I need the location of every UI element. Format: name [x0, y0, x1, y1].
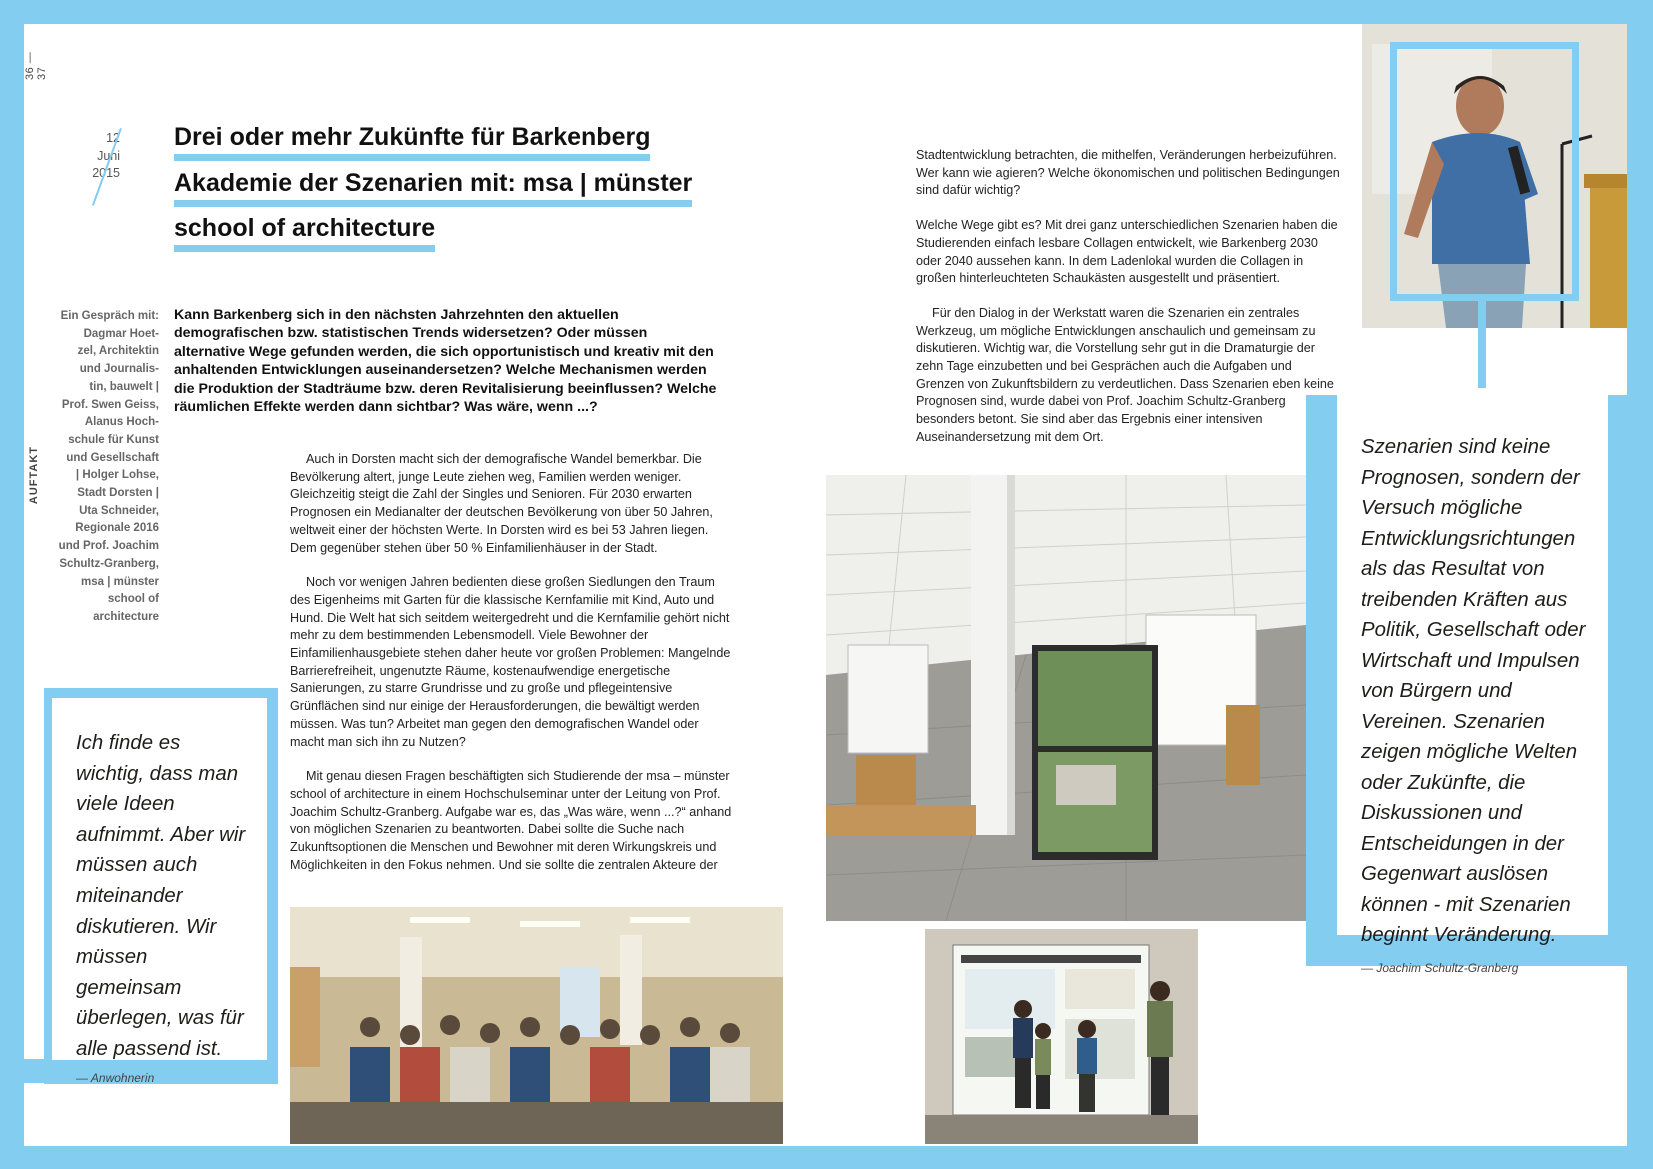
date-day: 12 [106, 131, 120, 145]
interview-participants [58, 308, 159, 627]
body-paragraph: Welche Wege gibt es? Mit drei ganz unterschiedlichen Szenarien haben die Studierenden einfach lesbare Collagen entwickelt, wie Barkenberg 2030 oder 2040 aussehen kann. In dem Ladenlokal wurden die Collagen in großen hinterleuchteten Schaukästen ausgestellt und präsentiert. [916, 218, 1338, 286]
body-paragraph: Auch in Dorsten macht sich der demografische Wandel bemerkbar. Die Bevölkerung altert, junge Leute ziehen weg, Familien werden weniger. Gleichzeitig steigt die Zahl der Singles und Senioren. Für 2030 erwarten Prognosen ein Medianalter der deutschen Bevölkerung von über 50 Jahren, weltweit einer der höchsten Werte. In Dorsten wird es bei 53 Jahren liegen. Dem gegenüber stehen über 50 % Einfamilienhäuser in der Stadt. [290, 452, 713, 555]
exhibition-photo-illustration [826, 475, 1306, 921]
body-column-right [916, 147, 1340, 464]
participant-line: schule für Kunst [68, 433, 159, 446]
quote-right-attribution: — Joachim Schultz-Granberg [1361, 960, 1519, 975]
frame-connector [1478, 301, 1486, 388]
quote-left-text: Ich finde es wichtig, dass man viele Ideen aufnimmt. Aber wir müssen auch miteinander diskutieren. Wir müssen gemeinsam überlegen, was für alle passend ist. [76, 732, 246, 1060]
headline-line-3: school of architecture [174, 213, 435, 252]
page-numbers: 36 — 37 [24, 51, 48, 80]
children-photo-illustration [925, 929, 1198, 1144]
participant-line: Schultz-Granberg, [59, 557, 159, 570]
participant-line: Alanus Hoch- [84, 416, 159, 429]
body-paragraph: Noch vor wenigen Jahren bedienten diese großen Siedlungen den Traum des Eigenheims mit Garten für die klassische Kernfamilie mit Kind, Auto und Hund. Die Welt hat sich seitdem weitergedreht und die Kernfamilie gehört nicht mehr zu dem bestimmenden Lebensmodell. Viele Bewohner der Einfamilienhausgebiete stehen daher heute vor großen Problemen: Mangelnde Barrierefreiheit, ungenutzte Räume, kostenaufwendige energetische Sanierungen, zu starre Grundrisse und zu große und pflegeintensive Grünflächen sind nur einige der Herausforderungen, die bewältigt werden müssen. Was tun? Arbeitet man gegen den demografischen Wandel oder macht man sich ihn zu Nutzen? [290, 575, 731, 749]
section-label: AUFTAKT [28, 446, 40, 505]
participant-line: school of [107, 593, 159, 606]
participant-line: zel, Architektin [77, 345, 159, 358]
audience-photo [290, 907, 783, 1144]
body-column-left [290, 451, 735, 891]
body-paragraph: Stadtentwicklung betrachten, die mithelfen, Veränderungen herbeizuführen. Wer kann wie agieren? Welche ökonomischen und politischen Bedingungen sind dafür wichtig? [916, 148, 1340, 198]
participant-line: tin, bauwelt | [89, 380, 159, 393]
participant-line: Regionale 2016 [75, 522, 159, 535]
exhibition-photo [826, 475, 1306, 921]
article-date [82, 130, 120, 183]
participant-line: und Prof. Joachim [58, 540, 159, 553]
participant-line: Stadt Dorsten | [77, 487, 159, 500]
participant-line: msa | münster [81, 575, 159, 588]
quote-left-attribution: — Anwohnerin [76, 1070, 155, 1085]
participant-line: Uta Schneider, [79, 504, 159, 517]
participant-line: Ein Gespräch mit: [60, 310, 159, 322]
participant-line: Dagmar Hoet- [83, 327, 159, 340]
participant-line: architecture [93, 610, 159, 623]
audience-photo-illustration [290, 907, 783, 1144]
participant-line: und Journalis- [79, 363, 159, 376]
date-year: 2015 [92, 166, 120, 180]
quote-box-right [1337, 395, 1608, 975]
children-photo [925, 929, 1198, 1144]
participant-line: Prof. Swen Geiss, [61, 398, 159, 411]
quote-box-left [52, 698, 267, 1085]
speaker-photo-frame [1390, 42, 1579, 301]
lead-paragraph: Kann Barkenberg sich in den nächsten Jahrzehnten den aktuellen demografischen bzw. statistischen Trends widersetzen? Oder müssen alternative Wege gefunden werden, die sich opportunistisch und kreativ mit den anhaltenden Entwicklungen auseinandersetzen? Welche Mechanismen werden die Produktion der Stadträume bzw. deren Revitalisierung beeinflussen? Welche räumlichen Effekte werden dann sichtbar? Was wäre, wenn ...? [174, 307, 717, 416]
body-paragraph: Für den Dialog in der Werkstatt waren die Szenarien ein zentrales Werkzeug, um mögliche Entwicklungen anschaulich und gemeinsam zu diskutieren. Wichtig war, die Vorstellung sehr gut in die Dramaturgie der zehn Tage einzubetten und bei Gesprächen auch die Aufgaben und Grenzen von Zukunftsbildern zu verdeutlichen. Dass Szenarien eben keine Prognosen sind, wurde dabei von Prof. Joachim Schultz-Granberg besonders betont. Sie sind aber das Ergebnis einer intensiven Auseinandersetzung mit dem Ort. [916, 305, 1334, 444]
participant-line: und Gesellschaft [66, 451, 159, 464]
body-paragraph: Mit genau diesen Fragen beschäftigten sich Studierende der msa – münster school of architecture in einem Hochschulseminar unter der Leitung von Prof. Joachim Schultz-Granberg. Aufgabe war es, das „Was wäre, wenn ...?“ anhand von möglichen Szenarien zu beantworten. Dabei sollte die Suche nach Zukunftsoptionen die Menschen und Bewohner mit deren Wirkungskreis und Möglichkeiten in den Fokus nehmen. Und sie sollte die zentralen Akteure der [290, 769, 732, 872]
headline-line-1: Drei oder mehr Zukünfte für Barkenberg [174, 122, 650, 161]
participant-line: | Holger Lohse, [75, 469, 159, 482]
headline-line-2: Akademie der Szenarien mit: msa | münster [174, 168, 692, 207]
quote-right-text: Szenarien sind keine Prognosen, sondern der Versuch mögliche Entwicklungsrichtungen als das Resultat von treibenden Kräften aus Politik, Gesellschaft oder Wirtschaft und Impulsen von Bürgern und Vereinen. Szenarien zeigen mögliche Welten oder Zukünfte, die Diskussionen und Entscheidungen in der Gegenwart auslösen können - mit Szenarien beginnt Veränderung. [1361, 436, 1586, 946]
date-month: Juni [97, 148, 120, 163]
